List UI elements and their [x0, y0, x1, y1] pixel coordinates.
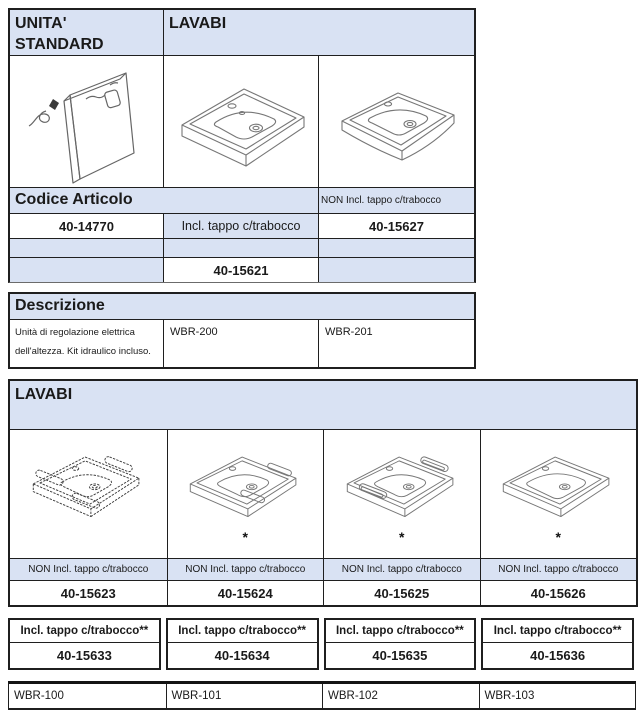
lavabi-nonincl-row	[10, 558, 636, 580]
unit-standard-table	[8, 8, 476, 283]
model-wbr-200: WBR-200	[170, 326, 218, 338]
description-cell	[10, 320, 163, 367]
wbr-model-cell	[9, 684, 166, 708]
code-cell	[10, 581, 167, 605]
descrizione-table	[8, 292, 476, 369]
codes-row-1	[10, 213, 474, 238]
lavabi-codes-row	[10, 580, 636, 605]
model-wbr-100: WBR-100	[14, 690, 64, 702]
non-incl-cell	[323, 559, 480, 580]
washbasin-plain-drawing	[483, 434, 633, 530]
non-incl-label: NON Incl. tappo c/trabocco	[28, 564, 149, 575]
model-wbr-102: WBR-102	[328, 690, 378, 702]
empty-cell	[318, 239, 474, 257]
non-incl-label: NON Incl. tappo c/trabocco	[498, 564, 619, 575]
washbasin-slots-image-cell	[167, 430, 324, 558]
codice-articolo-row	[10, 187, 474, 213]
descrizione-label: Descrizione	[15, 297, 105, 314]
washbasin-square-drawing	[322, 61, 472, 183]
height-adjust-unit-drawing	[12, 59, 162, 185]
lavabi-header-label: LAVABI	[169, 15, 227, 32]
code-40-15633: 40-15633	[56, 648, 112, 663]
incl-tappo-boxes-row	[8, 618, 634, 670]
model-wbr-103: WBR-103	[484, 690, 535, 702]
code-cell	[480, 581, 637, 605]
code-cell	[318, 214, 474, 238]
code-40-15625: 40-15625	[374, 585, 430, 601]
lavabi-section-header	[10, 381, 636, 429]
descrizione-header	[10, 294, 474, 319]
unita-standard-header	[10, 10, 163, 55]
non-incl-label: NON Incl. tappo c/trabocco	[321, 195, 442, 206]
incl-tappo-cell	[163, 214, 318, 238]
code-40-15627: 40-15627	[369, 218, 424, 234]
code-cell	[10, 643, 159, 668]
code-40-15636: 40-15636	[530, 648, 586, 663]
incl-tappo-label: Incl. tappo c/trabocco**	[178, 625, 307, 637]
lavabi-header-row	[10, 381, 636, 429]
code-cell	[483, 643, 632, 668]
wbr-models-row	[9, 684, 635, 708]
code-40-15626: 40-15626	[530, 585, 586, 601]
non-incl-label: NON Incl. tappo c/trabocco	[185, 564, 306, 575]
lavabi-table	[8, 379, 638, 607]
header-line1: UNITA'	[15, 15, 67, 32]
code-40-14770: 40-14770	[59, 218, 114, 234]
codice-articolo-header	[10, 188, 318, 213]
code-40-15635: 40-15635	[372, 648, 428, 663]
lavabi-images-row	[10, 429, 636, 558]
washbasin-wide-image-cell	[163, 56, 318, 187]
header-line2: STANDARD	[15, 36, 104, 53]
washbasin-plain-image-cell	[480, 430, 637, 558]
incl-tappo-box	[481, 618, 634, 670]
footnote-marker: *	[399, 529, 405, 545]
wbr-model-cell	[322, 684, 479, 708]
washbasin-wide-drawing	[166, 61, 316, 183]
washbasin-grabrails-image-cell	[10, 430, 167, 558]
model-wbr-101: WBR-101	[171, 690, 222, 702]
code-cell	[323, 581, 480, 605]
product-images-row	[10, 55, 474, 187]
model-cell	[318, 320, 474, 367]
model-wbr-201: WBR-201	[325, 326, 373, 338]
lavabi-section-label: LAVABI	[15, 386, 73, 403]
description-line1: Unità di regolazione elettrica	[15, 327, 135, 338]
incl-tappo-label-cell	[168, 620, 317, 643]
incl-tappo-label: Incl. tappo c/trabocco**	[20, 625, 149, 637]
descrizione-body-row	[10, 319, 474, 367]
lavabi-header	[163, 10, 474, 55]
code-40-15634: 40-15634	[214, 648, 270, 663]
code-cell	[10, 214, 163, 238]
codes-row-2	[10, 257, 474, 282]
non-incl-cell	[480, 559, 637, 580]
description-line2: dell'altezza. Kit idraulico incluso.	[15, 346, 151, 357]
incl-tappo-box	[166, 618, 319, 670]
code-cell	[168, 643, 317, 668]
incl-tappo-label: Incl. tappo c/trabocco**	[335, 625, 464, 637]
wbr-models-table	[8, 681, 636, 710]
incl-tappo-label-cell	[483, 620, 632, 643]
height-unit-image-cell	[10, 56, 163, 187]
wbr-model-cell	[479, 684, 636, 708]
non-incl-cell	[167, 559, 324, 580]
washbasin-double-rails-drawing	[327, 434, 477, 530]
incl-tappo-label: Incl. tappo c/trabocco**	[493, 625, 622, 637]
wbr-model-cell	[166, 684, 323, 708]
empty-blue-row	[10, 238, 474, 257]
model-cell	[163, 320, 318, 367]
incl-tappo-label-cell	[10, 620, 159, 643]
incl-tappo-label-cell	[326, 620, 475, 643]
code-40-15624: 40-15624	[217, 585, 273, 601]
code-cell	[167, 581, 324, 605]
non-incl-header-cell	[318, 188, 474, 213]
codice-articolo-label: Codice Articolo	[15, 191, 133, 208]
washbasin-rails-image-cell	[323, 430, 480, 558]
washbasin-handle-slots-drawing	[170, 434, 320, 530]
non-incl-label: NON Incl. tappo c/trabocco	[341, 564, 462, 575]
empty-cell	[10, 239, 163, 257]
washbasin-square-image-cell	[318, 56, 474, 187]
incl-tappo-label: Incl. tappo c/trabocco	[181, 219, 301, 233]
footnote-marker: *	[555, 529, 561, 545]
incl-tappo-box	[324, 618, 477, 670]
incl-tappo-box	[8, 618, 161, 670]
code-cell	[163, 258, 318, 282]
washbasin-grab-rails-drawing	[13, 434, 163, 530]
empty-cell	[163, 239, 318, 257]
code-cell	[326, 643, 475, 668]
non-incl-cell	[10, 559, 167, 580]
code-40-15623: 40-15623	[60, 585, 116, 601]
empty-cell	[318, 258, 474, 282]
table-header-row	[10, 10, 474, 55]
descrizione-header-row	[10, 294, 474, 319]
footnote-marker: *	[242, 529, 248, 545]
empty-cell	[10, 258, 163, 282]
code-40-15621: 40-15621	[213, 262, 269, 278]
